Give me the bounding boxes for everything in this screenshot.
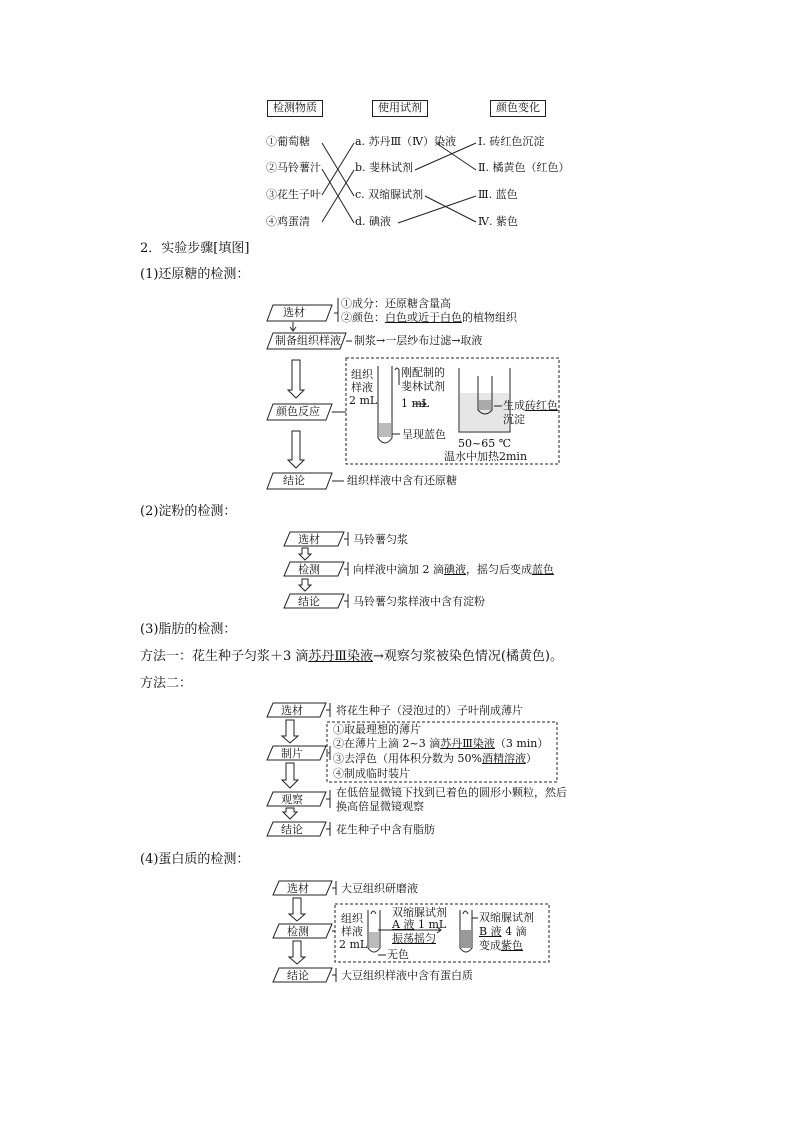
section-title: 2．实验步骤[填图] xyxy=(140,241,250,256)
fat-step2: ②在薄片上滴 2~3 滴苏丹Ⅲ染液（3 min） xyxy=(333,737,549,750)
fat-slide-label: 制片 xyxy=(281,747,303,760)
color-blue: Ⅲ. 蓝色 xyxy=(478,188,518,201)
fat-step4: ④制成临时装片 xyxy=(333,767,410,780)
color-purple: Ⅳ. 紫色 xyxy=(478,215,518,228)
fat-method2: 方法二： xyxy=(140,676,193,691)
protein-sample-label1: 组织 xyxy=(341,912,363,925)
fat-step3: ③去浮色（用体积分数为 50%酒精溶液） xyxy=(333,752,537,765)
sugar-result1: 生成砖红色 xyxy=(503,399,558,412)
sugar-select-label: 选材 xyxy=(283,306,305,319)
sugar-prep-label: 制备组织样液 xyxy=(275,334,341,347)
reagent-fehling: b. 斐林试剂 xyxy=(355,161,414,174)
fat-conclusion-label: 结论 xyxy=(281,823,303,836)
protein-heading: (4)蛋白质的检测： xyxy=(140,852,250,867)
fat-select-label: 选材 xyxy=(281,704,303,717)
protein-result: 变成紫色 xyxy=(479,939,523,952)
fat-select-note: 将花生种子（浸泡过的）子叶削成薄片 xyxy=(336,704,523,717)
protein-select-note: 大豆组织研磨液 xyxy=(341,882,418,895)
protein-conclusion: 大豆组织样液中含有蛋白质 xyxy=(341,969,473,982)
fat-method1: 方法一：花生种子匀浆＋3 滴苏丹Ⅲ染液→观察匀浆被染色情况(橘黄色)。 xyxy=(140,649,563,664)
header-reagent: 使用试剂 xyxy=(372,100,428,117)
substance-egg: ④鸡蛋清 xyxy=(266,215,310,228)
protein-sample-label2: 样液 xyxy=(341,925,363,938)
substance-potato: ②马铃薯汁 xyxy=(266,161,321,174)
protein-sample-volume: 2 mL xyxy=(339,938,368,951)
starch-conclusion: 马铃薯匀浆样液中含有淀粉 xyxy=(353,595,485,608)
header-substance: 检测物质 xyxy=(267,100,323,117)
starch-detect-label: 检测 xyxy=(298,563,320,576)
fat-observe-note2: 换高倍显微镜观察 xyxy=(336,800,424,813)
sugar-sample-label2: 样液 xyxy=(351,381,373,394)
header-color: 颜色变化 xyxy=(490,100,546,117)
starch-select-note: 马铃薯匀浆 xyxy=(353,533,408,546)
color-orange: Ⅱ. 橘黄色（红色） xyxy=(478,161,570,174)
starch-detect-note: 向样液中滴加 2 滴碘液，摇匀后变成蓝色 xyxy=(353,563,554,576)
sugar-select-note2: ②颜色：白色或近于白色的植物组织 xyxy=(341,311,517,324)
sugar-conclusion-label: 结论 xyxy=(283,474,305,487)
sugar-result2: 沉淀 xyxy=(503,413,525,426)
sugar-select-note1: ①成分：还原糖含量高 xyxy=(341,297,451,310)
protein-reagent-a-name: 双缩脲试剂 xyxy=(392,906,447,919)
substance-peanut: ③花生子叶 xyxy=(266,188,321,201)
fat-conclusion: 花生种子中含有脂肪 xyxy=(336,823,435,836)
reagent-iodine: d. 碘液 xyxy=(355,215,392,228)
starch-conclusion-label: 结论 xyxy=(298,595,320,608)
substance-glucose: ①葡萄糖 xyxy=(266,135,310,148)
protein-reagent-b-volume: B 液 4 滴 xyxy=(479,925,527,938)
sugar-sample-label1: 组织 xyxy=(351,368,373,381)
reagent-biuret: c. 双缩脲试剂 xyxy=(355,188,424,201)
protein-reagent-a-volume: A 液 1 mL xyxy=(392,918,447,931)
protein-shake-label: 振荡摇匀 xyxy=(392,932,436,945)
protein-reagent-b-name: 双缩脲试剂 xyxy=(479,911,534,924)
fat-heading: (3)脂肪的检测： xyxy=(140,622,237,637)
sugar-reagent-volume: 1 mL xyxy=(401,397,430,410)
sugar-heat-note: 温水中加热2min xyxy=(444,450,528,463)
sugar-reagent-line2: 斐林试剂 xyxy=(401,380,445,393)
protein-select-label: 选材 xyxy=(287,882,309,895)
protein-detect-label: 检测 xyxy=(287,925,309,938)
sugar-conclusion: 组织样液中含有还原糖 xyxy=(347,474,457,487)
sugar-sample-volume: 2 mL xyxy=(349,394,378,407)
fat-observe-label: 观察 xyxy=(281,793,303,806)
sugar-prep-note: 制浆→一层纱布过滤→取液 xyxy=(354,334,483,347)
reagent-sudan: a. 苏丹Ⅲ（Ⅳ）染液 xyxy=(355,135,457,148)
protein-colorless-label: 无色 xyxy=(387,948,409,961)
sugar-blue-label: 呈现蓝色 xyxy=(402,428,446,441)
protein-conclusion-label: 结论 xyxy=(287,969,309,982)
color-brick-red: Ⅰ. 砖红色沉淀 xyxy=(478,135,545,148)
fat-observe-note1: 在低倍显微镜下找到已着色的圆形小颗粒，然后 xyxy=(336,786,567,799)
sugar-reagent-line1: 刚配制的 xyxy=(401,366,445,379)
sugar-heading: (1)还原糖的检测： xyxy=(140,267,250,282)
fat-step1: ①取最理想的薄片 xyxy=(333,723,421,736)
starch-heading: (2)淀粉的检测： xyxy=(140,504,237,519)
starch-select-label: 选材 xyxy=(298,533,320,546)
sugar-temperature: 50~65 ℃ xyxy=(458,437,512,450)
sugar-reaction-label: 颜色反应 xyxy=(276,405,320,418)
